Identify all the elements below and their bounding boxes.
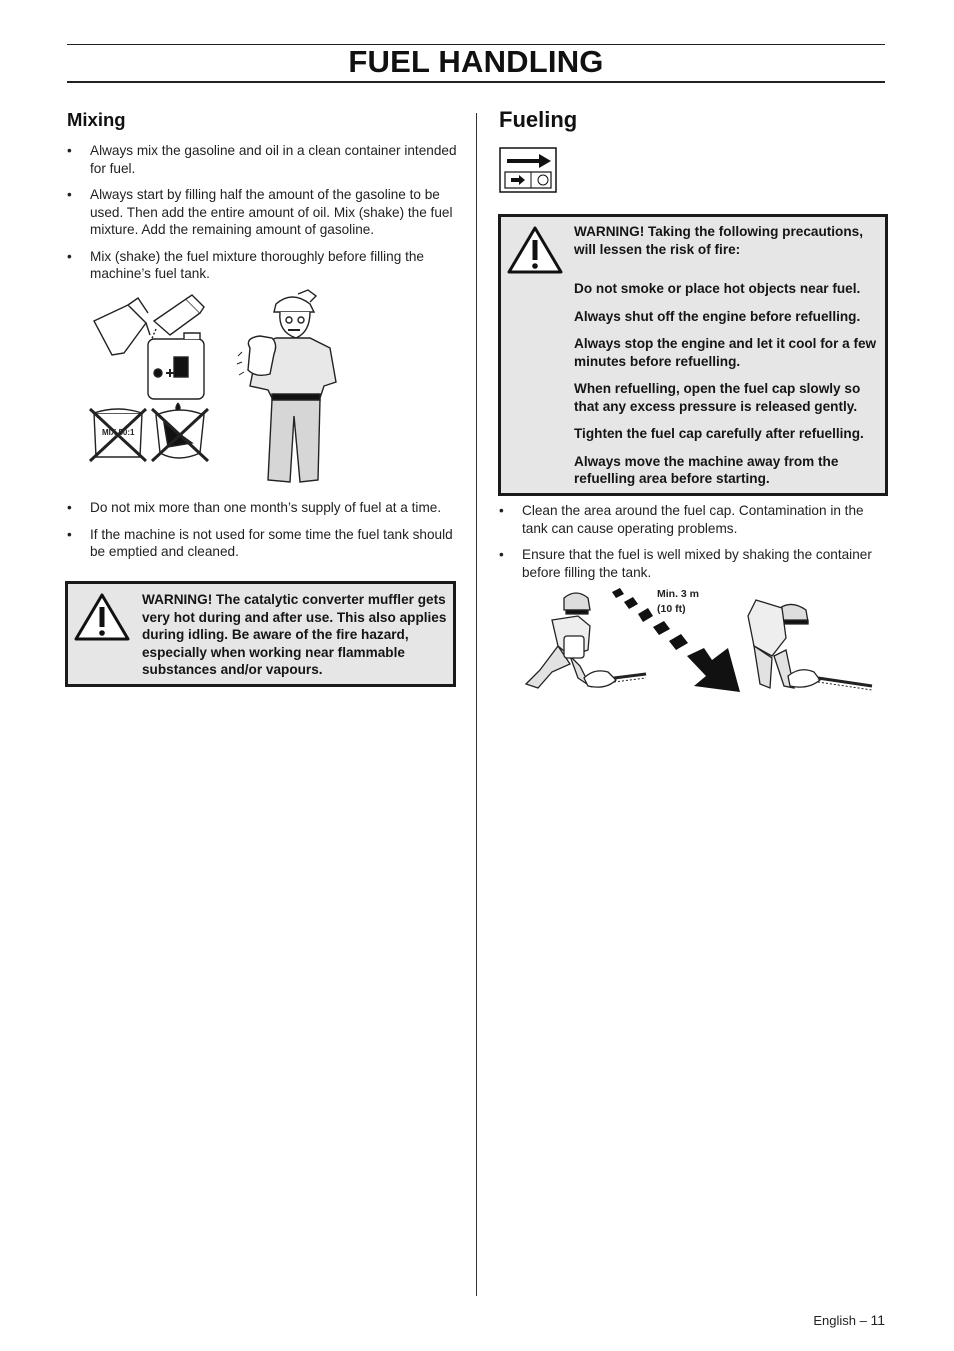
header-bottom-rule [67, 81, 885, 83]
list-item: • Do not mix more than one month’s supply of fuel at a time. [67, 500, 442, 515]
warning-item: Always move the machine away from the refuelling area before starting. [574, 453, 839, 486]
warning-intro: WARNING! Taking the following precautions, will lessen the risk of fire: [574, 224, 863, 257]
fuel-mixing-illustration [88, 293, 218, 465]
muffler-warning-box [65, 581, 456, 687]
list-item: • If the machine is not used for some time the fuel tank should be emptied and cleaned. [67, 526, 453, 559]
warning-item: When refuelling, open the fuel cap slowly so that any excess pressure is released gently. [574, 381, 861, 414]
footer-dash: – [859, 1313, 867, 1328]
muffler-warning-text: WARNING! The catalytic converter muffler gets very hot during and after use. This also applies during idling. Be aware of the fire hazard, especially when working near flammable substances and/or vapours. [142, 592, 447, 677]
see-instructions-icon [499, 147, 557, 193]
page-title: FUEL HANDLING [348, 44, 604, 79]
warning-triangle-icon [73, 592, 131, 642]
svg-text:Min. 3 m: Min. 3 m [657, 588, 700, 600]
mixing-bullets-bottom [67, 499, 457, 570]
list-item: • Mix (shake) the fuel mixture thoroughly before filling the machine’s fuel tank. [67, 248, 424, 281]
fire-warning-box [498, 214, 888, 496]
page-footer [813, 1312, 885, 1328]
person-shaking-container-illustration [232, 290, 342, 486]
warning-item: Do not smoke or place hot objects near fuel. [574, 281, 861, 296]
warning-triangle-icon [506, 225, 564, 275]
mixing-bullets-top [67, 142, 457, 292]
fueling-heading: Fueling [499, 107, 578, 132]
list-item: • Always mix the gasoline and oil in a clean container intended for fuel. [67, 143, 457, 176]
warning-item: Always stop the engine and let it cool for a few minutes before refuelling. [574, 336, 877, 369]
list-item: • Clean the area around the fuel cap. Contamination in the tank can cause operating problems. [499, 503, 864, 536]
column-divider [476, 113, 477, 1296]
svg-text:MIX 50:1: MIX 50:1 [102, 428, 135, 437]
mixing-heading: Mixing [67, 109, 126, 130]
page-number: 11 [870, 1312, 885, 1328]
warning-item: Always shut off the engine before refuelling. [574, 308, 861, 324]
fire-warning-text [574, 223, 886, 488]
warning-item: Tighten the fuel cap carefully after refuelling. [574, 426, 864, 441]
list-item: • Ensure that the fuel is well mixed by shaking the container before filling the tank. [499, 547, 872, 580]
refuelling-distance-illustration [518, 586, 878, 698]
footer-language: English [813, 1313, 856, 1328]
list-item: • Always start by filling half the amount of the gasoline to be used. Then add the entire amount of oil. Mix (shake) the fuel mixture. Add the remaining amount of gasoline. [67, 187, 453, 237]
svg-text:(10 ft): (10 ft) [657, 603, 686, 615]
fueling-bullets [499, 502, 886, 590]
